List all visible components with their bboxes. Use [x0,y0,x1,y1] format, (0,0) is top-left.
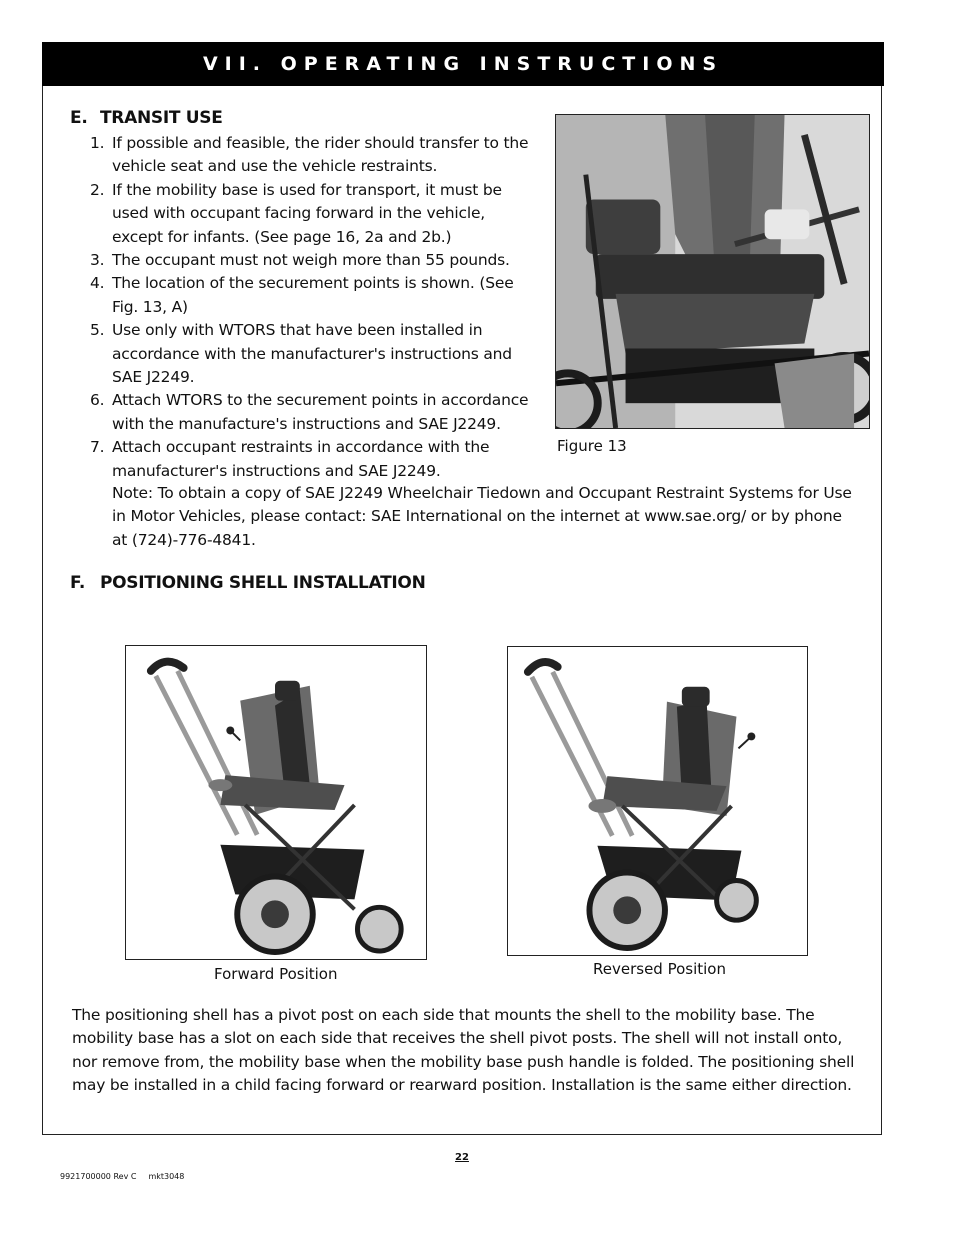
step-number: 3. [90,251,105,270]
doc-code: mkt3048 [148,1172,185,1181]
forward-position-caption: Forward Position [214,965,338,983]
transit-steps-list [90,132,540,483]
reversed-position-image [508,647,807,955]
figure-13-caption: Figure 13 [557,437,627,455]
section-e-letter: E. [70,108,88,128]
step-text: If the mobility base is used for transport, it must be used with occupant facing forward in the vehicle, except for infants. (See page 16, 2a and 2b.) [112,180,502,246]
step-number: 4. [90,274,105,293]
doc-number: 9921700000 Rev C [60,1172,137,1181]
section-banner: VII. OPERATING INSTRUCTIONS [42,42,884,86]
list-item [90,179,540,249]
section-e-heading [70,108,223,128]
list-item [90,132,540,179]
list-item [90,436,540,483]
list-item [90,389,540,436]
list-item [90,249,540,272]
reversed-position-photo [507,646,808,956]
step-text: If possible and feasible, the rider should transfer to the vehicle seat and use the vehicle restraints. [112,134,529,176]
step-number: 2. [90,180,105,199]
reversed-position-caption: Reversed Position [593,960,726,978]
list-item [90,319,540,389]
step-number: 6. [90,391,105,410]
sae-note: Note: To obtain a copy of SAE J2249 Wheelchair Tiedown and Occupant Restraint Systems for Use in Motor Vehicles, please contact: SAE International on the internet at www.sae.org/ or by phone at (724)-776-4841. [112,484,852,549]
section-f-letter: F. [70,573,85,593]
page-number: 22 [455,1152,469,1163]
step-text: Attach WTORS to the securement points in accordance with the manufacture's instructions and SAE J2249. [112,391,529,433]
mobility-base-closeup-image [556,115,869,428]
forward-position-image [126,646,426,959]
figure-13-photo [555,114,870,429]
section-e-title: TRANSIT USE [100,108,223,128]
list-item [90,272,540,319]
section-f-heading [70,573,426,593]
document-code [60,1172,184,1181]
section-f-title: POSITIONING SHELL INSTALLATION [100,573,426,593]
step-text: Attach occupant restraints in accordance with the manufacturer's instructions and SAE J2249. [112,438,490,480]
forward-position-photo [125,645,427,960]
step-text: The location of the securement points is shown. (See Fig. 13, A) [112,274,514,316]
step-number: 5. [90,321,105,340]
step-number: 7. [90,438,105,457]
step-text: Use only with WTORS that have been installed in accordance with the manufacturer's instructions and SAE J2249. [112,321,512,387]
positioning-shell-paragraph: The positioning shell has a pivot post on each side that mounts the shell to the mobility base. The mobility base has a slot on each side that receives the shell pivot posts. The shell will not install onto, nor remove from, the mobility base when the mobility base push handle is folded. The positioning shell may be installed in a child facing forward or rearward position. Installation is the same either direction. [72,1006,855,1095]
step-text: The occupant must not weigh more than 55 pounds. [112,251,510,270]
step-number: 1. [90,134,105,152]
